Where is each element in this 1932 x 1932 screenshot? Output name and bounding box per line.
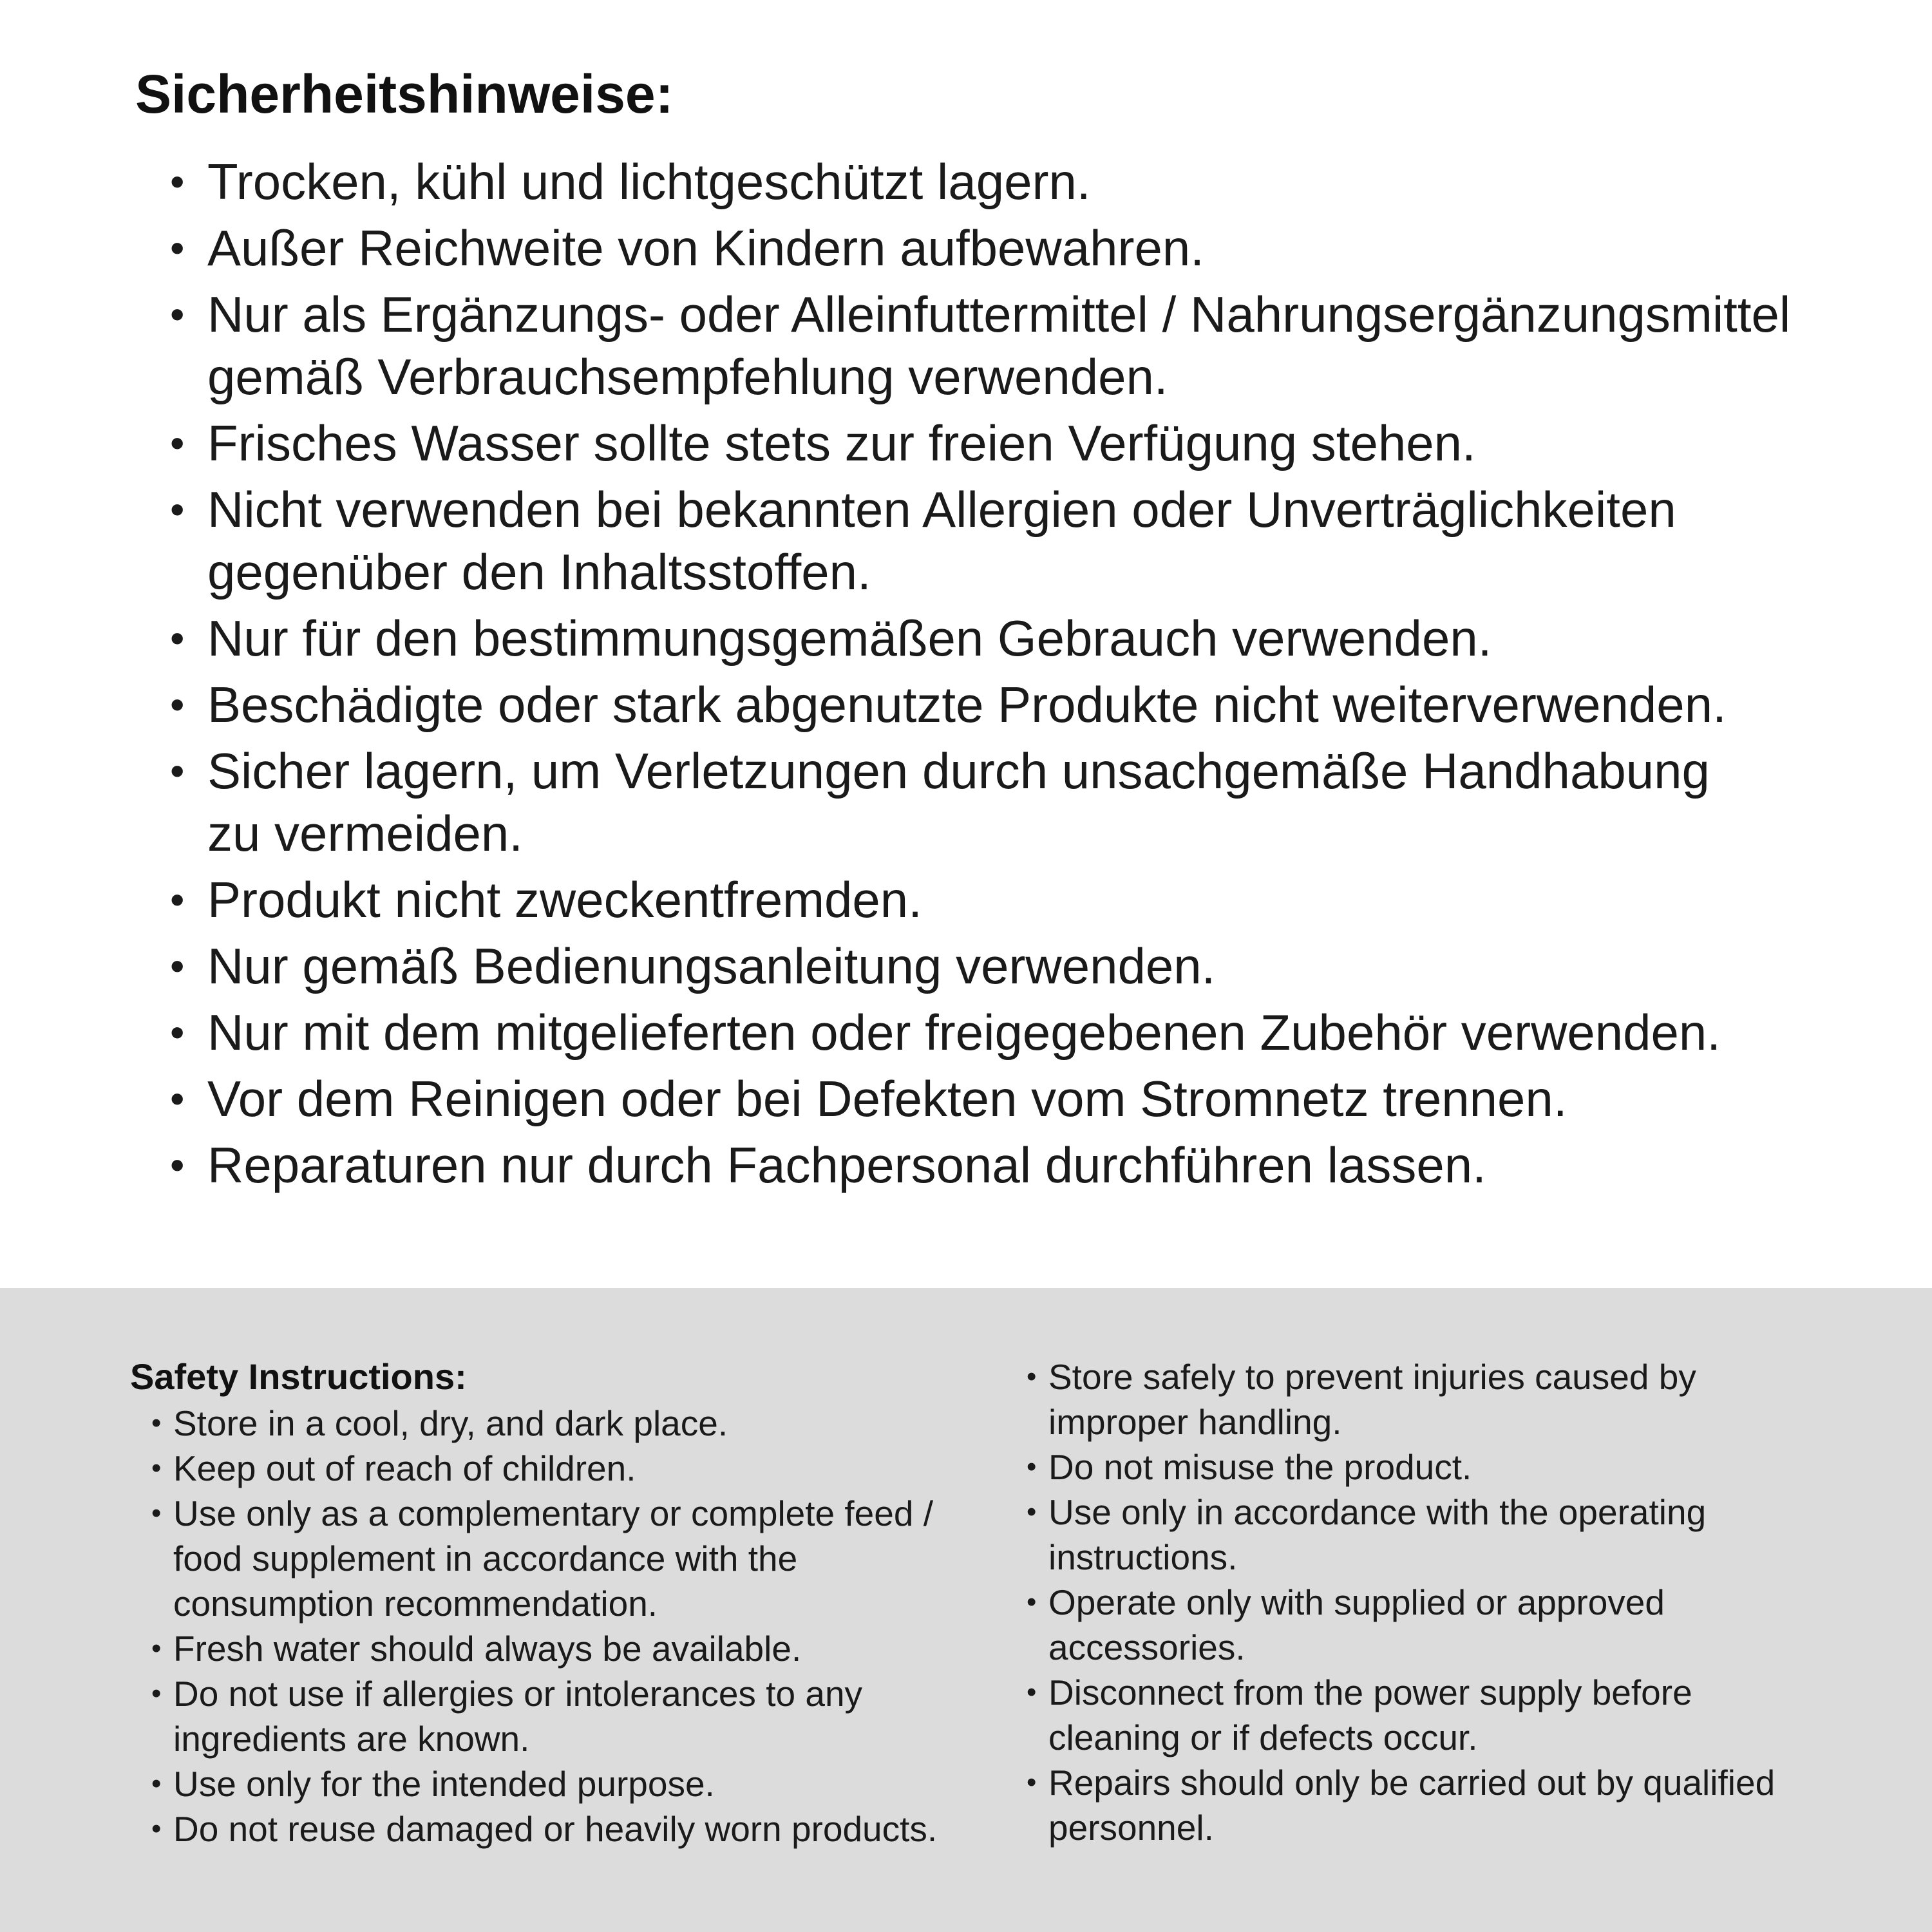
bullet-marker: • [1027, 1496, 1037, 1528]
bullet-marker: • [151, 1407, 162, 1439]
german-section-title: Sicherheitshinweise: [135, 64, 674, 124]
english-left-list [151, 1401, 937, 1852]
english-section-title: Safety Instructions: [130, 1356, 467, 1397]
bullet-marker: • [170, 225, 185, 271]
list-item-line: consumption recommendation. [173, 1584, 658, 1624]
list-item [151, 1671, 937, 1761]
bullet-marker: • [170, 748, 185, 794]
bullet-marker: • [170, 1075, 185, 1122]
list-item-line: Store in a cool, dry, and dark place. [173, 1403, 728, 1443]
list-item-line: Use only for the intended purpose. [173, 1764, 715, 1804]
bullet-marker: • [170, 615, 185, 661]
bullet-marker: • [170, 291, 185, 337]
list-item [1027, 1444, 1775, 1490]
list-item-line: Repairs should only be carried out by qualified [1048, 1763, 1776, 1803]
bullet-marker: • [170, 158, 185, 205]
bullet-marker: • [151, 1768, 162, 1799]
list-item [170, 412, 1790, 475]
list-item [170, 217, 1790, 279]
list-item [1027, 1760, 1775, 1850]
list-item-line: Trocken, kühl und lichtgeschützt lagern. [207, 153, 1091, 210]
bullet-marker: • [1027, 1676, 1037, 1708]
bullet-marker: • [1027, 1586, 1037, 1618]
list-item [170, 1134, 1790, 1197]
bullet-marker: • [170, 1009, 185, 1056]
list-item-line: Do not misuse the product. [1048, 1447, 1472, 1487]
list-item [170, 740, 1790, 865]
list-item [170, 283, 1790, 408]
list-item [170, 151, 1790, 213]
list-item-line: Do not use if allergies or intolerances to any [173, 1674, 863, 1714]
list-item-line: Nur gemäß Bedienungsanleitung verwenden. [207, 938, 1216, 994]
list-item-line: Außer Reichweite von Kindern aufbewahren. [207, 220, 1204, 276]
bullet-marker: • [1027, 1361, 1037, 1392]
bullet-marker: • [1027, 1451, 1037, 1482]
bullet-marker: • [1027, 1766, 1037, 1798]
list-item-line: Do not reuse damaged or heavily worn products. [173, 1809, 938, 1849]
list-item-line: instructions. [1048, 1537, 1238, 1577]
german-safety-list [170, 151, 1790, 1200]
list-item-line: Nur als Ergänzungs- oder Alleinfuttermittel / Nahrungsergänzungsmittel [207, 286, 1791, 343]
list-item-line: Keep out of reach of children. [173, 1448, 636, 1488]
list-item [170, 674, 1790, 736]
list-item [1027, 1580, 1775, 1670]
list-item [151, 1761, 937, 1806]
list-item-line: Beschädigte oder stark abgenutzte Produkte nicht weiterverwenden. [207, 676, 1727, 733]
list-item [170, 478, 1790, 603]
bullet-marker: • [151, 1452, 162, 1484]
list-item-line: Operate only with supplied or approved [1048, 1582, 1665, 1622]
list-item [151, 1446, 937, 1491]
list-item [151, 1626, 937, 1671]
list-item-line: accessories. [1048, 1627, 1245, 1667]
list-item-line: Disconnect from the power supply before [1048, 1672, 1692, 1712]
bullet-marker: • [170, 943, 185, 989]
list-item-line: Fresh water should always be available. [173, 1629, 802, 1669]
list-item-line: gegenüber den Inhaltsstoffen. [207, 544, 871, 600]
list-item-line: Vor dem Reinigen oder bei Defekten vom Stromnetz trennen. [207, 1070, 1567, 1127]
list-item-line: cleaning or if defects occur. [1048, 1718, 1478, 1757]
list-item-line: personnel. [1048, 1808, 1214, 1848]
list-item-line: food supplement in accordance with the [173, 1539, 798, 1578]
bullet-marker: • [170, 876, 185, 923]
bullet-marker: • [151, 1497, 162, 1529]
bullet-marker: • [170, 420, 185, 466]
list-item-line: Reparaturen nur durch Fachpersonal durchführen lassen. [207, 1137, 1486, 1193]
list-item-line: Sicher lagern, um Verletzungen durch unsachgemäße Handhabung [207, 743, 1710, 799]
bullet-marker: • [170, 681, 185, 728]
list-item-line: ingredients are known. [173, 1719, 530, 1759]
list-item [151, 1806, 937, 1852]
list-item-line: gemäß Verbrauchsempfehlung verwenden. [207, 348, 1168, 405]
bullet-marker: • [151, 1633, 162, 1664]
bullet-marker: • [170, 486, 185, 533]
list-item [170, 607, 1790, 670]
list-item-line: Nur für den bestimmungsgemäßen Gebrauch verwenden. [207, 610, 1492, 667]
list-item [1027, 1354, 1775, 1444]
bullet-marker: • [170, 1142, 185, 1188]
bullet-marker: • [151, 1678, 162, 1709]
list-item-line: Produkt nicht zweckentfremden. [207, 871, 922, 928]
list-item [170, 935, 1790, 998]
list-item-line: Use only as a complementary or complete feed / [173, 1493, 934, 1533]
list-item-line: improper handling. [1048, 1402, 1342, 1442]
list-item-line: Nur mit dem mitgelieferten oder freigegebenen Zubehör verwenden. [207, 1004, 1721, 1061]
list-item [170, 1068, 1790, 1130]
list-item-line: Store safely to prevent injuries caused by [1048, 1357, 1696, 1397]
list-item [170, 1001, 1790, 1064]
list-item [170, 869, 1790, 931]
list-item [1027, 1490, 1775, 1580]
list-item-line: Frisches Wasser sollte stets zur freien Verfügung stehen. [207, 415, 1476, 471]
list-item [151, 1491, 937, 1626]
english-left-column [130, 1354, 937, 1852]
english-right-list [1027, 1354, 1775, 1850]
list-item-line: zu vermeiden. [207, 805, 523, 862]
list-item [151, 1401, 937, 1446]
list-item-line: Use only in accordance with the operating [1048, 1492, 1707, 1532]
list-item [1027, 1670, 1775, 1760]
bullet-marker: • [151, 1813, 162, 1844]
list-item-line: Nicht verwenden bei bekannten Allergien oder Unverträglichkeiten [207, 481, 1676, 538]
english-right-column [1027, 1354, 1775, 1850]
